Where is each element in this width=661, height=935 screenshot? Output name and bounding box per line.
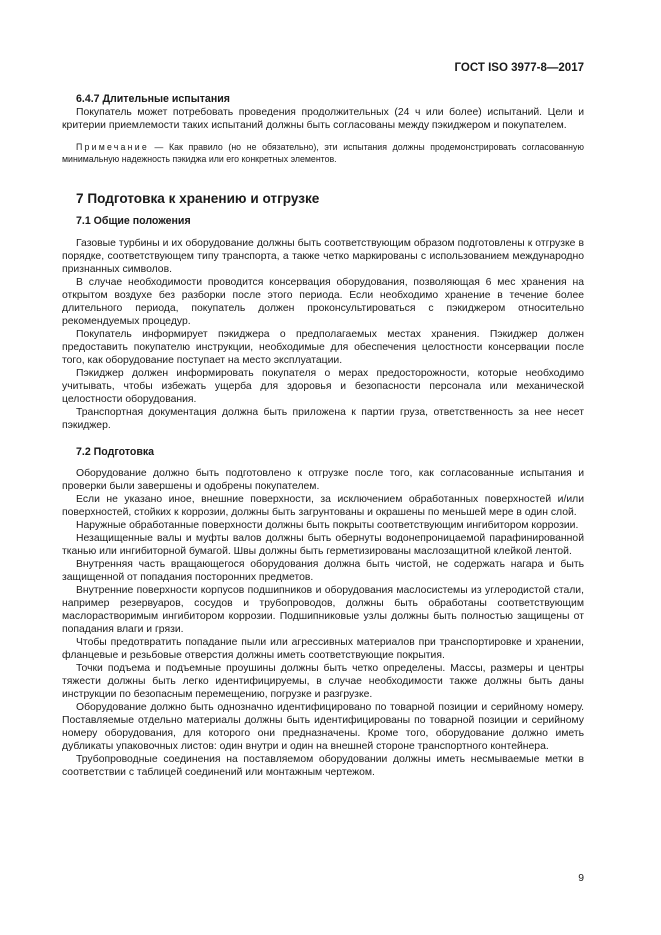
section-7-1-body xyxy=(62,237,584,432)
paragraph: Если не указано иное, внешние поверхности, за исключением обработанных поверхностей и/или поверхностей, стойких к коррозии, должны быть загрунтованы и окрашены по меньшей мере в один слой. xyxy=(62,494,584,518)
paragraph: Покупатель может потребовать проведения продолжительных (24 ч или более) испытаний. Цели и критерии приемлемости таких испытаний должны быть согласованы между пэкиджером и покупателем. xyxy=(62,107,584,131)
document-code: ГОСТ ISO 3977-8—2017 xyxy=(454,62,584,74)
paragraph: Покупатель информирует пэкиджера о предполагаемых местах хранения. Пэкиджер должен предоставить покупателю инструкции, необходимые для обеспечения целостности консервации после того, как оборудование поступает на место эксплуатации. xyxy=(62,329,584,366)
page-number: 9 xyxy=(578,873,584,884)
paragraph: Газовые турбины и их оборудование должны быть соответствующим образом подготовлены к отгрузке в порядке, соответствующем типу транспорта, а также четко маркированы с использованием международно признанных символов. xyxy=(62,238,584,275)
paragraph: Внутренние поверхности корпусов подшипников и оборудования маслосистемы из углеродистой стали, например резервуаров, сосудов и трубопроводов, должны быть обработаны соответствующим маслорастворимым ингибитором коррозии. Подшипниковые узлы должны быть полностью защищены от попадания влаги и грязи. xyxy=(62,585,584,635)
paragraph: Пэкиджер должен информировать покупателя о мерах предосторожности, которые необходимо учитывать, чтобы избежать ущерба для здоровья и безопасности персонала или механической целостности оборудования. xyxy=(62,368,584,405)
paragraph: Оборудование должно быть подготовлено к отгрузке после того, как согласованные испытания и проверки были завершены и одобрены покупателем. xyxy=(62,468,584,492)
section-7 xyxy=(62,191,584,432)
section-heading: 7.2 Подготовка xyxy=(76,446,155,458)
paragraph: Внутренняя часть вращающегося оборудования должна быть чистой, не содержать нагара и быть защищенной от попадания посторонних предметов. xyxy=(62,559,584,583)
paragraph: Точки подъема и подъемные проушины должны быть четко определены. Массы, размеры и центры тяжести должны быть легко идентифицируемы, в случае необходимости также должны быть даны инструкции по безопасным перемещению, погрузке и разгрузке. xyxy=(62,663,584,700)
section-6-4-7 xyxy=(62,93,584,165)
paragraph: Незащищенные валы и муфты валов должны быть обернуты водонепроницаемой парафинированной тканью или ингибиторной бумагой. Швы должны быть герметизированы маслозащитной клейкой лентой. xyxy=(62,533,584,557)
note-text: — Как правило (но не обязательно), эти испытания должны продемонстрировать согласованную минимальную надежность пэкиджа или его конкретных элементов. xyxy=(62,142,584,164)
section-heading: 7.1 Общие положения xyxy=(76,215,191,227)
section-7-2 xyxy=(62,446,584,779)
paragraph: Чтобы предотвратить попадание пыли или агрессивных материалов при транспортировке и хранении, фланцевые и резьбовые отверстия должны иметь соответствующие покрытия. xyxy=(62,637,584,661)
note xyxy=(62,142,584,165)
note-label: Примечание xyxy=(76,142,149,152)
paragraph: Оборудование должно быть однозначно идентифицировано по товарной позиции и серийному номеру. Поставляемые отдельно материалы должны быть идентифицированы по товарной позиции и серийному номеру оборудования, для которого они предназначены. Кроме того, оборудование должно иметь дубликаты упаковочных листов: один внутри и один на внешней стороне транспортного контейнера. xyxy=(62,702,584,752)
paragraph: Транспортная документация должна быть приложена к партии груза, ответственность за нее несет пэкиджер. xyxy=(62,407,584,431)
paragraph: Трубопроводные соединения на поставляемом оборудовании должны иметь несмываемые метки в соответствии с таблицей соединений или монтажным чертежом. xyxy=(62,754,584,778)
paragraph: В случае необходимости проводится консервация оборудования, позволяющая 6 мес хранения на открытом воздухе без разборки после этого периода. Если необходимо хранение в течение более длительного периода, покупатель должен проконсультироваться с пэкиджером относительно рекомендуемых процедур. xyxy=(62,277,584,327)
section-heading: 6.4.7 Длительные испытания xyxy=(76,93,230,105)
chapter-heading: 7 Подготовка к хранению и отгрузке xyxy=(76,191,320,206)
paragraph: Наружные обработанные поверхности должны быть покрыты соответствующим ингибитором коррозии. xyxy=(76,520,579,531)
section-7-2-body xyxy=(62,467,584,779)
